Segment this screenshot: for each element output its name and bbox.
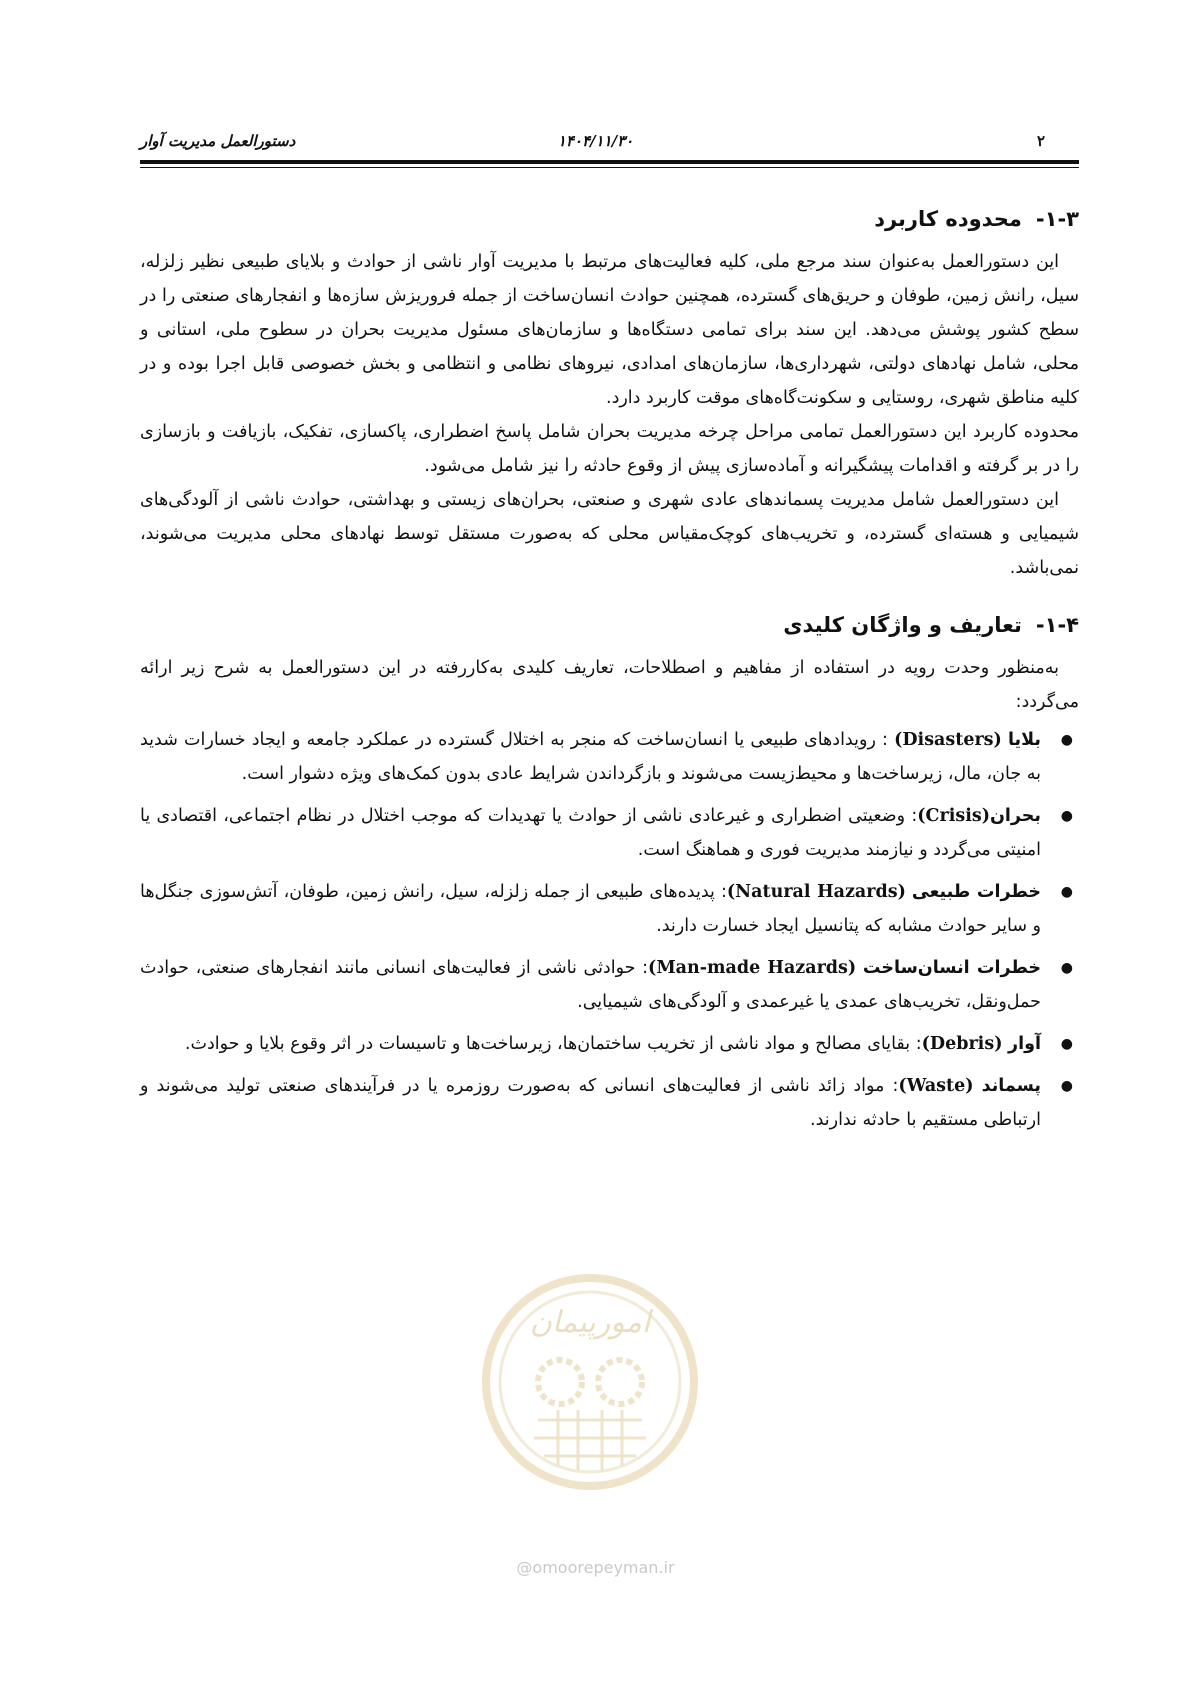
paragraph: این دستورالعمل شامل مدیریت پسماندهای عادی شهری و صنعتی، بحران‌های زیستی و بهداشتی، حوادث ناشی از آلودگی‌های شیمیایی و هسته‌ای گسترده، و تخریب‌های کوچک‌مقیاس محلی که به‌صورت مستقل توسط نهادهای محلی مدیریت می‌شوند، نمی‌باشد. <box>140 490 1079 578</box>
bullet-icon: ● <box>1060 884 1073 900</box>
definition-term: بلایا <box>1007 730 1041 750</box>
bullet-icon: ● <box>1060 1078 1073 1094</box>
header-doc-title: دستورالعمل مدیریت آوار <box>140 132 296 150</box>
definition-term: خطرات طبیعی <box>911 882 1041 902</box>
section-title: محدوده کاربرد <box>874 207 1022 231</box>
definition-separator: : <box>635 958 649 978</box>
definition-term: خطرات انسان‌ساخت <box>862 958 1041 978</box>
definition-text: پدیده‌های طبیعی از جمله زلزله، سیل، رانش زمین، طوفان، آتش‌سوزی جنگل‌ها و سایر حوادث مشابه که پتانسیل ایجاد خسارت دارند. <box>140 882 1041 936</box>
definition-separator: : <box>910 1034 922 1054</box>
definition-term-en: (Debris) <box>921 1034 1003 1054</box>
page-header <box>140 128 1051 156</box>
page-number: ۲ <box>1036 132 1045 150</box>
list-item <box>140 875 1079 943</box>
definition-separator: : <box>875 730 895 750</box>
definition-term-en: (Waste) <box>898 1076 974 1096</box>
list-item <box>140 1069 1079 1137</box>
definition-term-en: (Disasters) <box>894 730 1002 750</box>
definition-term: پسماند <box>981 1076 1041 1096</box>
list-item <box>140 723 1079 791</box>
header-date: ۱۴۰۴/۱۱/۳۰ <box>557 132 634 150</box>
definitions-list <box>140 723 1079 1137</box>
paragraph: محدوده کاربرد این دستورالعمل تمامی مراحل چرخه مدیریت بحران شامل پاسخ اضطراری، پاکسازی، تفکیک، بازیافت و بازسازی را در بر گرفته و اقدامات پیشگیرانه و آماده‌سازی پیش از وقوع حادثه را نیز شامل می‌شود. <box>140 422 1079 476</box>
definition-text: بقایای مصالح و مواد ناشی از تخریب ساختمان‌ها، زیرساخت‌ها و تاسیسات در اثر وقوع بلایا و حوادث. <box>184 1034 911 1054</box>
definition-term: آوار <box>1008 1034 1041 1054</box>
paragraph: این دستورالعمل به‌عنوان سند مرجع ملی، کلیه فعالیت‌های مرتبط با مدیریت آوار ناشی از حوادث و بلایای طبیعی نظیر زلزله، سیل، رانش زمین، طوفان و حریق‌های گسترده، همچنین حوادث انسان‌ساخت از جمله فروریزش سازه‌ها و انفجارهای صنعتی را در سطح کشور پوشش می‌دهد. این سند برای تمامی دستگاه‌ها و سازمان‌های مسئول مدیریت بحران در سطوح ملی، استانی و محلی، شامل نهادهای دولتی، شهرداری‌ها، سازمان‌های امدادی، نیروهای نظامی و انتظامی و بخش خصوصی قابل اجرا بوده و در کلیه مناطق شهری، روستایی و سکونت‌گاه‌های موقت کاربرد دارد. <box>140 252 1079 408</box>
section-number: ۱-۳- <box>1035 207 1079 231</box>
definition-separator: : <box>884 1076 899 1096</box>
section-number: ۱-۴- <box>1035 613 1079 637</box>
bullet-icon: ● <box>1060 1036 1073 1052</box>
definition-text: وضعیتی اضطراری و غیرعادی ناشی از حوادث یا تهدیدات که موجب اختلال در نظام اجتماعی، اقتصادی یا امنیتی می‌گردد و نیازمند مدیریت فوری و هماهنگ است. <box>140 806 1041 860</box>
section-heading-definitions <box>140 609 1079 641</box>
section-heading-scope <box>140 203 1079 235</box>
definition-text: مواد زائد ناشی از فعالیت‌های انسانی که به‌صورت روزمره یا در فرآیندهای صنعتی تولید می‌شوند و ارتباطی مستقیم با حادثه ندارند. <box>140 1076 1041 1130</box>
definition-text: رویدادهای طبیعی یا انسان‌ساخت که منجر به اختلال گسترده در عملکرد جامعه و ایجاد خسارات شدید به جان، مال، زیرساخت‌ها و محیط‌زیست می‌شوند و بازگرداندن شرایط عادی بدون کمک‌های ویژه دشوار است. <box>140 730 1041 784</box>
bullet-icon: ● <box>1060 808 1073 824</box>
definition-separator: : <box>905 806 918 826</box>
section-title: تعاریف و واژگان کلیدی <box>783 613 1022 637</box>
page-content <box>140 203 1079 1145</box>
header-rule-thick <box>140 160 1079 164</box>
definition-separator: : <box>714 882 727 902</box>
bullet-icon: ● <box>1060 732 1073 748</box>
list-item <box>140 951 1079 1019</box>
definition-term-en: (Natural Hazards) <box>726 882 906 902</box>
definition-term-en: (Man-made Hazards) <box>648 958 857 978</box>
definition-term: بحران <box>989 806 1041 826</box>
bullet-icon: ● <box>1060 960 1073 976</box>
definition-term-en: (Crisis) <box>917 806 990 826</box>
list-item <box>140 1027 1079 1061</box>
watermark-url: @omoorepeyman.ir <box>516 1558 675 1577</box>
paragraph: به‌منظور وحدت رویه در استفاده از مفاهیم و اصطلاحات، تعاریف کلیدی به‌کاررفته در این دستورالعمل به شرح زیر ارائه می‌گردد: <box>140 658 1079 712</box>
seal-text: امورپیمان <box>529 1305 651 1340</box>
list-item <box>140 799 1079 867</box>
header-rule-thin <box>140 167 1079 168</box>
watermark-seal-icon <box>478 1270 702 1494</box>
definition-text: حوادثی ناشی از فعالیت‌های انسانی مانند انفجارهای صنعتی، حوادث حمل‌ونقل، تخریب‌های عمدی یا غیرعمدی و آلودگی‌های شیمیایی. <box>140 958 1041 1012</box>
